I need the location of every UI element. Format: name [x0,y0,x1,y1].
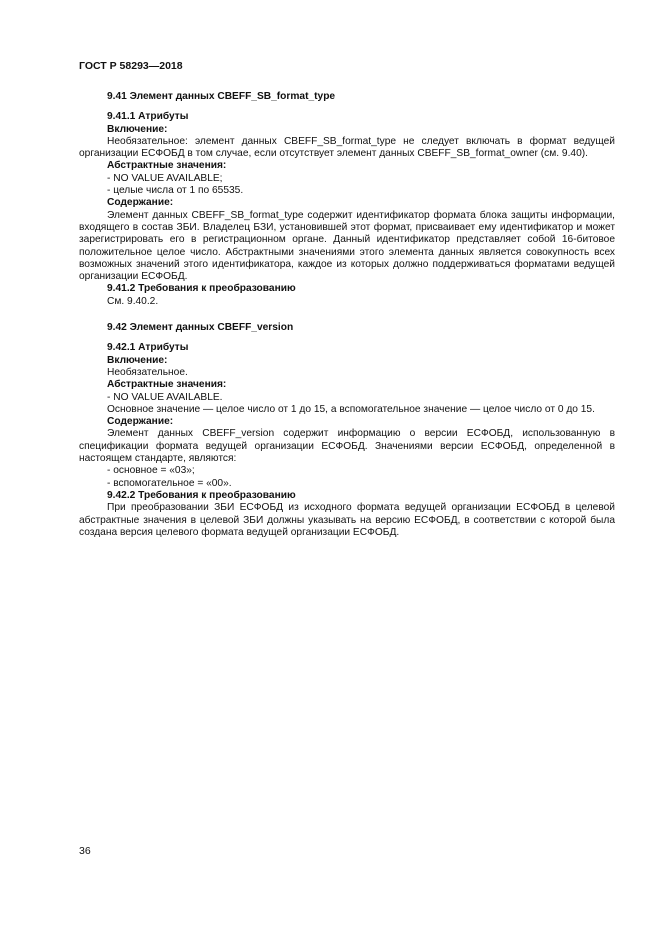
content-label: Содержание: [107,416,174,428]
abstract-value-item: - NO VALUE AVAILABLE; [107,172,223,184]
abstract-value-item: - NO VALUE AVAILABLE. [107,391,223,403]
abstract-values-label: Абстрактные значения: [107,379,227,391]
subsection-title-9-41-2: 9.41.2 Требования к преобразованию [107,283,296,295]
inclusion-label: Включение: [107,123,168,135]
section-title-9-41: 9.41 Элемент данных CBEFF_SB_format_type [107,91,336,102]
abstract-values-label: Абстрактные значения: [107,160,227,172]
inclusion-label: Включение: [107,354,168,366]
content-item: - вспомогательное = «00». [107,477,232,489]
subsection-title-9-42-2: 9.42.2 Требования к преобразованию [107,489,296,501]
page-content [79,91,615,539]
document-header: ГОСТ Р 58293—2018 [79,60,183,72]
content-text: Элемент данных CBEFF_version содержит информацию о версии ЕСФОБД, использованную в спецификации формата ведущей организации ЕСФОБД. Значениями версии ЕСФОБД, определенной в настоящем стандарте, являются: [79,428,615,465]
content-item: - основное = «03»; [107,465,195,477]
abstract-value-item: - целые числа от 1 по 65535. [107,185,244,197]
content-label: Содержание: [107,197,174,209]
inclusion-text: Необязательное. [107,366,188,378]
abstract-values-text: Основное значение — целое число от 1 до 15, а вспомогательное значение — целое число от 0 до 15. [107,403,595,415]
section-title-9-42: 9.42 Элемент данных CBEFF_version [107,322,294,334]
inclusion-text: Необязательное: элемент данных CBEFF_SB_format_type не следует включать в формат ведущей организации ЕСФОБД в том случае, если отсутствует элемент данных CBEFF_SB_format_owner (см. 9.40). [79,135,615,160]
content-text: Элемент данных CBEFF_SB_format_type содержит идентификатор формата блока защиты информации, входящего в состав ЗБИ. Владелец БЗИ, установившей этот формат, присваивает ему идентификатор и может зарегистрировать его в регистрационном органе. Данный идентификатор представляет собой 16-битовое положительное целое число. Абстрактными значениями этого элемента данных является совокупность всех возможных значений этого идентификатора, каждое из которых должно поддерживаться форматами ведущей организации ЕСФОБД. [79,209,615,283]
transform-text: При преобразовании ЗБИ ЕСФОБД из исходного формата ведущей организации ЕСФОБД в целевой абстрактные значения в целевой ЗБИ должны указывать на версию ЕСФОБД, в соответствии с которой была создана версия целевого формата ведущей организации ЕСФОБД. [79,502,615,538]
page-number: 36 [79,845,91,857]
subsection-title-9-42-1: 9.42.1 Атрибуты [107,342,189,354]
subsection-title-9-41-1: 9.41.1 Атрибуты [107,111,189,123]
transform-text: См. 9.40.2. [107,295,159,307]
